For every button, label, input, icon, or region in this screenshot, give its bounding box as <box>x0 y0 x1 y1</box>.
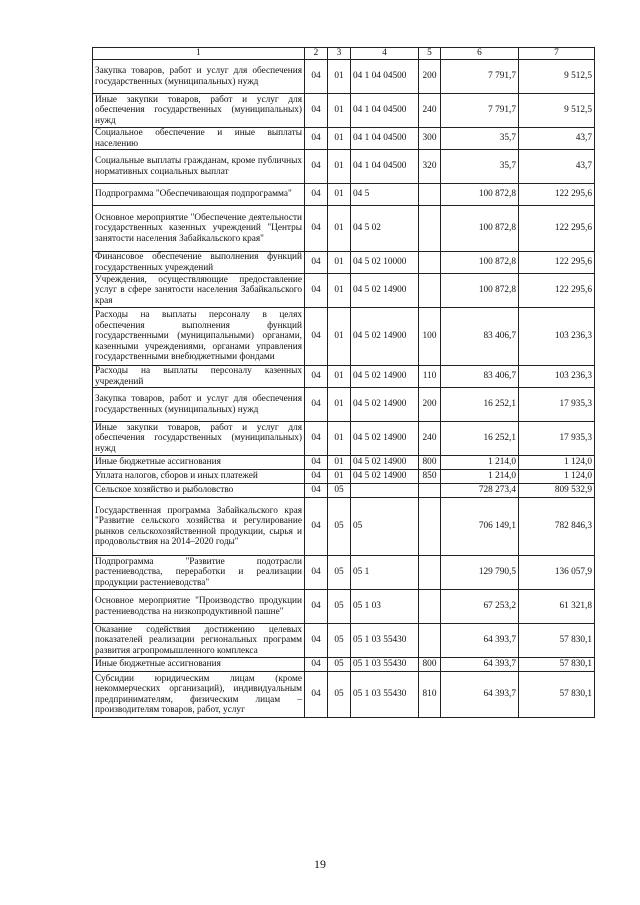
amount-col6-cell: 100 872,8 <box>441 206 519 252</box>
amount-col7-cell: 17 935,3 <box>519 388 595 422</box>
item-name-cell: Основное мероприятие "Производство продукции растениеводства на низкопродуктивной пашне" <box>93 590 305 624</box>
amount-col7-cell: 9 512,5 <box>519 60 595 94</box>
target-article-cell: 05 1 03 55430 <box>351 672 419 718</box>
amount-col7-cell: 122 295,6 <box>519 184 595 206</box>
target-article-cell: 04 1 04 04500 <box>351 94 419 128</box>
subsection-code-cell: 05 <box>328 484 351 498</box>
item-name-cell: Субсидии юридическим лицам (кроме некоммерческих организаций), индивидуальным предпринимателям, физическим лицам – производителям товаров, работ, услуг <box>93 672 305 718</box>
target-article-cell: 04 1 04 04500 <box>351 128 419 150</box>
section-code-cell: 04 <box>305 470 328 484</box>
table-row <box>93 128 595 150</box>
table-header-row <box>93 48 595 60</box>
column-header: 1 <box>93 48 305 60</box>
amount-col6-cell: 7 791,7 <box>441 94 519 128</box>
section-code-cell: 04 <box>305 658 328 672</box>
item-name-cell: Социальное обеспечение и иные выплаты населению <box>93 128 305 150</box>
subsection-code-cell: 05 <box>328 498 351 556</box>
target-article-cell: 04 5 02 14900 <box>351 308 419 366</box>
table-row <box>93 624 595 658</box>
expense-type-cell <box>419 484 441 498</box>
subsection-code-cell: 01 <box>328 456 351 470</box>
amount-col6-cell: 16 252,1 <box>441 422 519 456</box>
amount-col7-cell: 17 935,3 <box>519 422 595 456</box>
amount-col6-cell: 16 252,1 <box>441 388 519 422</box>
item-name-cell: Учреждения, осуществляющие предоставление услуг в сфере занятости населения Забайкальского края <box>93 274 305 308</box>
section-code-cell: 04 <box>305 388 328 422</box>
amount-col7-cell: 57 830,1 <box>519 672 595 718</box>
target-article-cell: 04 5 02 14900 <box>351 366 419 388</box>
section-code-cell: 04 <box>305 184 328 206</box>
item-name-cell: Закупка товаров, работ и услуг для обеспечения государственных (муниципальных) нужд <box>93 60 305 94</box>
subsection-code-cell: 01 <box>328 366 351 388</box>
expense-type-cell: 320 <box>419 150 441 184</box>
table-row <box>93 388 595 422</box>
expense-type-cell <box>419 206 441 252</box>
expense-type-cell: 200 <box>419 388 441 422</box>
column-header: 4 <box>351 48 419 60</box>
subsection-code-cell: 05 <box>328 658 351 672</box>
expense-type-cell <box>419 624 441 658</box>
subsection-code-cell: 01 <box>328 252 351 274</box>
column-header: 2 <box>305 48 328 60</box>
expense-type-cell: 240 <box>419 422 441 456</box>
amount-col7-cell: 122 295,6 <box>519 252 595 274</box>
section-code-cell: 04 <box>305 624 328 658</box>
item-name-cell: Уплата налогов, сборов и иных платежей <box>93 470 305 484</box>
item-name-cell: Иные закупки товаров, работ и услуг для обеспечения государственных (муниципальных) нужд <box>93 422 305 456</box>
subsection-code-cell: 05 <box>328 590 351 624</box>
subsection-code-cell: 01 <box>328 388 351 422</box>
expense-type-cell: 810 <box>419 672 441 718</box>
section-code-cell: 04 <box>305 150 328 184</box>
amount-col7-cell: 1 124,0 <box>519 470 595 484</box>
amount-col6-cell: 35,7 <box>441 150 519 184</box>
amount-col7-cell: 61 321,8 <box>519 590 595 624</box>
table-row <box>93 150 595 184</box>
amount-col7-cell: 122 295,6 <box>519 206 595 252</box>
amount-col7-cell: 136 057,9 <box>519 556 595 590</box>
subsection-code-cell: 01 <box>328 206 351 252</box>
expense-type-cell <box>419 556 441 590</box>
section-code-cell: 04 <box>305 274 328 308</box>
page-number: 19 <box>314 857 326 871</box>
budget-table <box>92 47 595 718</box>
section-code-cell: 04 <box>305 94 328 128</box>
item-name-cell: Иные бюджетные ассигнования <box>93 456 305 470</box>
subsection-code-cell: 05 <box>328 556 351 590</box>
amount-col7-cell: 57 830,1 <box>519 624 595 658</box>
amount-col6-cell: 83 406,7 <box>441 366 519 388</box>
table-row <box>93 590 595 624</box>
target-article-cell: 04 5 02 14900 <box>351 456 419 470</box>
target-article-cell: 05 1 03 <box>351 590 419 624</box>
amount-col6-cell: 100 872,8 <box>441 274 519 308</box>
subsection-code-cell: 01 <box>328 470 351 484</box>
item-name-cell: Сельское хозяйство и рыболовство <box>93 484 305 498</box>
section-code-cell: 04 <box>305 366 328 388</box>
item-name-cell: Государственная программа Забайкальского края "Развитие сельского хозяйства и регулирование рынков сельскохозяйственной продукции, сырья и продовольствия на 2014–2020 годы" <box>93 498 305 556</box>
section-code-cell: 04 <box>305 590 328 624</box>
subsection-code-cell: 05 <box>328 672 351 718</box>
amount-col7-cell: 809 532,9 <box>519 484 595 498</box>
amount-col6-cell: 64 393,7 <box>441 624 519 658</box>
item-name-cell: Финансовое обеспечение выполнения функций государственных учреждений <box>93 252 305 274</box>
section-code-cell: 04 <box>305 206 328 252</box>
subsection-code-cell: 01 <box>328 150 351 184</box>
amount-col6-cell: 1 214,0 <box>441 470 519 484</box>
table-row <box>93 94 595 128</box>
item-name-cell: Иные закупки товаров, работ и услуг для обеспечения государственных (муниципальных) нужд <box>93 94 305 128</box>
amount-col7-cell: 43,7 <box>519 128 595 150</box>
item-name-cell: Закупка товаров, работ и услуг для обеспечения государственных (муниципальных) нужд <box>93 388 305 422</box>
target-article-cell: 04 5 02 10000 <box>351 252 419 274</box>
section-code-cell: 04 <box>305 484 328 498</box>
subsection-code-cell: 01 <box>328 60 351 94</box>
amount-col6-cell: 728 273,4 <box>441 484 519 498</box>
item-name-cell: Подпрограмма "Развитие подотрасли растениеводства, переработки и реализации продукции растениеводства" <box>93 556 305 590</box>
section-code-cell: 04 <box>305 422 328 456</box>
expense-type-cell: 110 <box>419 366 441 388</box>
item-name-cell: Основное мероприятие "Обеспечение деятельности государственных казенных учреждений "Центры занятости населения Забайкальского края" <box>93 206 305 252</box>
table-row <box>93 658 595 672</box>
target-article-cell: 05 1 03 55430 <box>351 658 419 672</box>
section-code-cell: 04 <box>305 456 328 470</box>
amount-col7-cell: 9 512,5 <box>519 94 595 128</box>
target-article-cell: 04 5 02 14900 <box>351 422 419 456</box>
section-code-cell: 04 <box>305 60 328 94</box>
amount-col6-cell: 1 214,0 <box>441 456 519 470</box>
section-code-cell: 04 <box>305 128 328 150</box>
amount-col7-cell: 43,7 <box>519 150 595 184</box>
expense-type-cell: 240 <box>419 94 441 128</box>
table-row <box>93 274 595 308</box>
table-row <box>93 308 595 366</box>
subsection-code-cell: 01 <box>328 274 351 308</box>
expense-type-cell: 800 <box>419 456 441 470</box>
amount-col7-cell: 57 830,1 <box>519 658 595 672</box>
column-header: 5 <box>419 48 441 60</box>
amount-col6-cell: 100 872,8 <box>441 184 519 206</box>
item-name-cell: Оказание содействия достижению целевых показателей реализации региональных программ развития агропромышленного комплекса <box>93 624 305 658</box>
amount-col6-cell: 100 872,8 <box>441 252 519 274</box>
item-name-cell: Расходы на выплаты персоналу казенных учреждений <box>93 366 305 388</box>
table-row <box>93 60 595 94</box>
target-article-cell: 04 1 04 04500 <box>351 60 419 94</box>
column-header: 3 <box>328 48 351 60</box>
subsection-code-cell: 01 <box>328 308 351 366</box>
column-header: 6 <box>441 48 519 60</box>
target-article-cell: 04 5 <box>351 184 419 206</box>
item-name-cell: Социальные выплаты гражданам, кроме публичных нормативных социальных выплат <box>93 150 305 184</box>
expense-type-cell <box>419 252 441 274</box>
target-article-cell: 04 5 02 14900 <box>351 470 419 484</box>
target-article-cell <box>351 484 419 498</box>
subsection-code-cell: 01 <box>328 128 351 150</box>
amount-col7-cell: 103 236,3 <box>519 366 595 388</box>
expense-type-cell: 300 <box>419 128 441 150</box>
target-article-cell: 04 5 02 <box>351 206 419 252</box>
amount-col6-cell: 64 393,7 <box>441 658 519 672</box>
amount-col7-cell: 103 236,3 <box>519 308 595 366</box>
target-article-cell: 05 1 <box>351 556 419 590</box>
target-article-cell: 04 1 04 04500 <box>351 150 419 184</box>
column-header: 7 <box>519 48 595 60</box>
item-name-cell: Подпрограмма "Обеспечивающая подпрограмма" <box>93 184 305 206</box>
table-row <box>93 556 595 590</box>
expense-type-cell <box>419 184 441 206</box>
table-row <box>93 422 595 456</box>
section-code-cell: 04 <box>305 672 328 718</box>
target-article-cell: 04 5 02 14900 <box>351 388 419 422</box>
expense-type-cell: 100 <box>419 308 441 366</box>
expense-type-cell <box>419 590 441 624</box>
amount-col7-cell: 1 124,0 <box>519 456 595 470</box>
table-row <box>93 498 595 556</box>
section-code-cell: 04 <box>305 498 328 556</box>
subsection-code-cell: 01 <box>328 422 351 456</box>
item-name-cell: Расходы на выплаты персоналу в целях обеспечения выполнения функций государственными (муниципальными) органами, казенными учреждениями, органами управления государственными внебюджетными фондами <box>93 308 305 366</box>
section-code-cell: 04 <box>305 252 328 274</box>
expense-type-cell <box>419 274 441 308</box>
table-row <box>93 366 595 388</box>
amount-col6-cell: 35,7 <box>441 128 519 150</box>
table-row <box>93 484 595 498</box>
amount-col6-cell: 67 253,2 <box>441 590 519 624</box>
amount-col7-cell: 782 846,3 <box>519 498 595 556</box>
table-row <box>93 184 595 206</box>
table-row <box>93 470 595 484</box>
subsection-code-cell: 01 <box>328 184 351 206</box>
section-code-cell: 04 <box>305 308 328 366</box>
expense-type-cell <box>419 498 441 556</box>
target-article-cell: 05 1 03 55430 <box>351 624 419 658</box>
target-article-cell: 05 <box>351 498 419 556</box>
expense-type-cell: 850 <box>419 470 441 484</box>
amount-col6-cell: 83 406,7 <box>441 308 519 366</box>
section-code-cell: 04 <box>305 556 328 590</box>
subsection-code-cell: 05 <box>328 624 351 658</box>
amount-col6-cell: 129 790,5 <box>441 556 519 590</box>
table-row <box>93 456 595 470</box>
amount-col6-cell: 706 149,1 <box>441 498 519 556</box>
expense-type-cell: 200 <box>419 60 441 94</box>
subsection-code-cell: 01 <box>328 94 351 128</box>
amount-col7-cell: 122 295,6 <box>519 274 595 308</box>
table-row <box>93 206 595 252</box>
table-row <box>93 672 595 718</box>
amount-col6-cell: 7 791,7 <box>441 60 519 94</box>
target-article-cell: 04 5 02 14900 <box>351 274 419 308</box>
item-name-cell: Иные бюджетные ассигнования <box>93 658 305 672</box>
expense-type-cell: 800 <box>419 658 441 672</box>
amount-col6-cell: 64 393,7 <box>441 672 519 718</box>
table-row <box>93 252 595 274</box>
